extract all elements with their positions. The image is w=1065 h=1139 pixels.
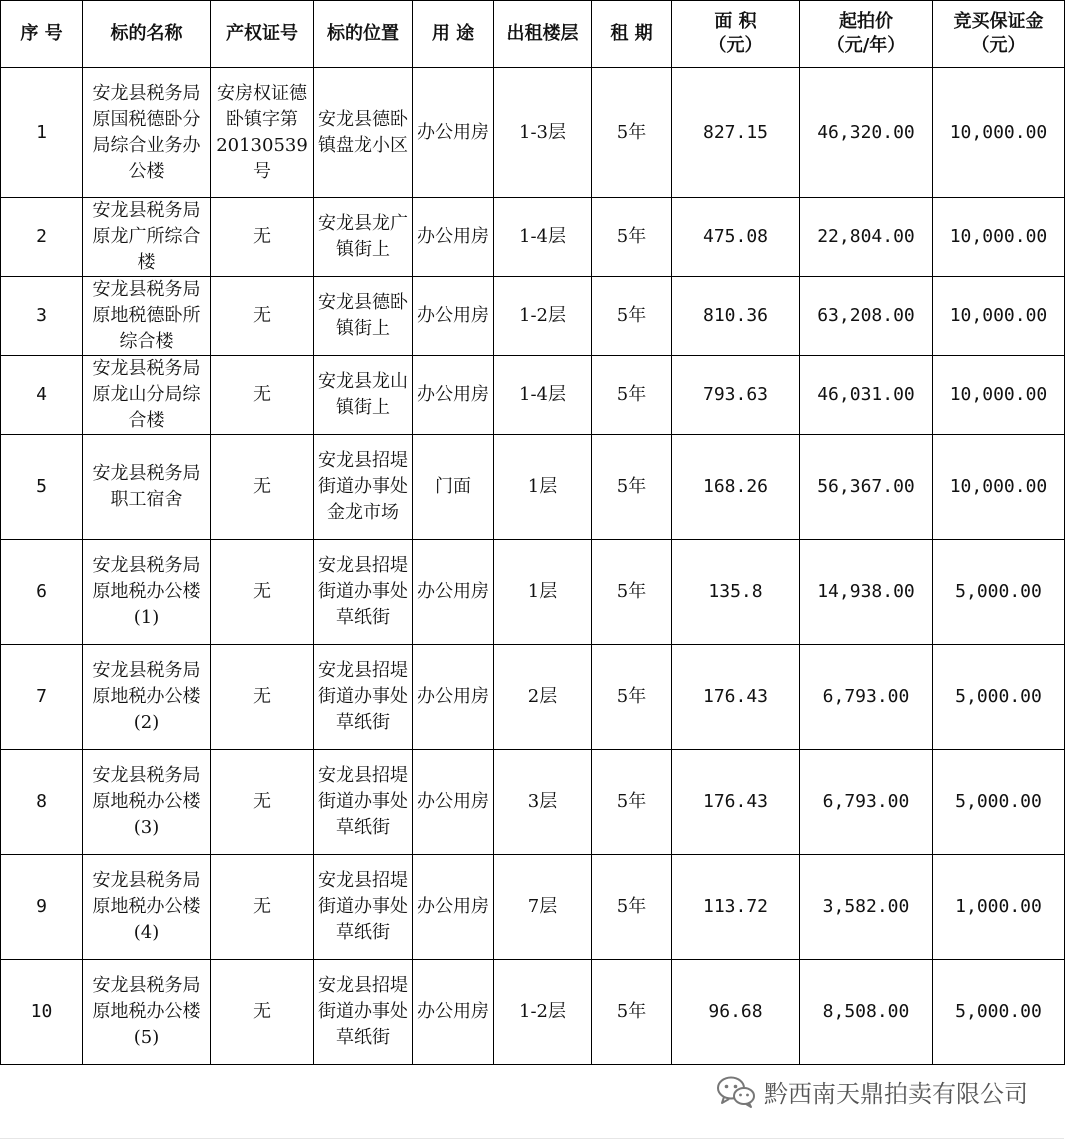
cell-deposit: 10,000.00 xyxy=(933,198,1065,277)
header-no-line: 序 号 xyxy=(20,23,63,44)
cell-use: 办公用房 xyxy=(413,277,494,356)
cell-no: 3 xyxy=(1,277,83,356)
cell-floor: 3层 xyxy=(494,750,592,855)
table-row xyxy=(1,540,1065,645)
cell-location: 安龙县招堤街道办事处草纸街 xyxy=(314,960,413,1065)
header-floor-line: 出租楼层 xyxy=(506,23,579,44)
header-price xyxy=(800,1,933,68)
cell-price: 6,793.00 xyxy=(800,645,933,750)
cell-deposit: 10,000.00 xyxy=(933,356,1065,435)
cell-floor: 1-2层 xyxy=(494,960,592,1065)
cell-use: 办公用房 xyxy=(413,68,494,198)
cell-location: 安龙县龙山镇街上 xyxy=(314,356,413,435)
header-deposit-line: （元） xyxy=(971,35,1026,56)
cell-name: 安龙县税务局原地税办公楼(1) xyxy=(83,540,211,645)
cell-term: 5年 xyxy=(592,960,672,1065)
cell-floor: 1层 xyxy=(494,435,592,540)
cell-cert: 无 xyxy=(211,750,314,855)
cell-deposit: 5,000.00 xyxy=(933,750,1065,855)
header-deposit xyxy=(933,1,1065,68)
cell-cert: 无 xyxy=(211,960,314,1065)
cell-cert: 无 xyxy=(211,198,314,277)
header-cert xyxy=(211,1,314,68)
header-term-line: 租 期 xyxy=(610,23,653,44)
header-area-line: （元） xyxy=(708,35,763,56)
cell-cert: 无 xyxy=(211,855,314,960)
table-row xyxy=(1,277,1065,356)
header-term xyxy=(592,1,672,68)
table-row xyxy=(1,960,1065,1065)
cell-location: 安龙县招堤街道办事处草纸街 xyxy=(314,645,413,750)
cell-name: 安龙县税务局原地税办公楼(4) xyxy=(83,855,211,960)
cell-no: 8 xyxy=(1,750,83,855)
cell-no: 2 xyxy=(1,198,83,277)
table-row xyxy=(1,68,1065,198)
cell-term: 5年 xyxy=(592,277,672,356)
cell-name: 安龙县税务局原龙山分局综合楼 xyxy=(83,356,211,435)
table-row xyxy=(1,855,1065,960)
cell-use: 办公用房 xyxy=(413,750,494,855)
cell-area: 827.15 xyxy=(672,68,800,198)
cell-location: 安龙县德卧镇街上 xyxy=(314,277,413,356)
wechat-icon xyxy=(716,1075,756,1109)
cell-area: 475.08 xyxy=(672,198,800,277)
cell-price: 46,320.00 xyxy=(800,68,933,198)
cell-term: 5年 xyxy=(592,750,672,855)
footer xyxy=(0,1066,1064,1139)
cell-no: 1 xyxy=(1,68,83,198)
cell-floor: 1-3层 xyxy=(494,68,592,198)
cell-price: 8,508.00 xyxy=(800,960,933,1065)
cell-floor: 1层 xyxy=(494,540,592,645)
cell-use: 办公用房 xyxy=(413,356,494,435)
cell-price: 56,367.00 xyxy=(800,435,933,540)
table-row xyxy=(1,356,1065,435)
cell-price: 63,208.00 xyxy=(800,277,933,356)
cell-use: 办公用房 xyxy=(413,645,494,750)
cell-location: 安龙县德卧镇盘龙小区 xyxy=(314,68,413,198)
cell-no: 9 xyxy=(1,855,83,960)
cell-name: 安龙县税务局原地税办公楼(5) xyxy=(83,960,211,1065)
brand-name: 黔西南天鼎拍卖有限公司 xyxy=(764,1080,1028,1108)
cell-price: 46,031.00 xyxy=(800,356,933,435)
table-row xyxy=(1,435,1065,540)
header-use-line: 用 途 xyxy=(431,23,475,44)
header-location xyxy=(314,1,413,68)
header-deposit-line: 竞买保证金 xyxy=(953,11,1044,32)
cell-price: 3,582.00 xyxy=(800,855,933,960)
header-use xyxy=(413,1,494,68)
table-row xyxy=(1,645,1065,750)
cell-area: 176.43 xyxy=(672,645,800,750)
cell-cert: 无 xyxy=(211,356,314,435)
cell-cert: 安房权证德卧镇字第20130539号 xyxy=(211,68,314,198)
cell-floor: 1-2层 xyxy=(494,277,592,356)
cell-location: 安龙县招堤街道办事处草纸街 xyxy=(314,750,413,855)
header-cert-line: 产权证号 xyxy=(226,23,298,44)
cell-term: 5年 xyxy=(592,198,672,277)
cell-floor: 7层 xyxy=(494,855,592,960)
cell-term: 5年 xyxy=(592,435,672,540)
header-floor xyxy=(494,1,592,68)
brand-watermark xyxy=(716,1074,1028,1109)
cell-name: 安龙县税务局原地税办公楼(2) xyxy=(83,645,211,750)
cell-no: 7 xyxy=(1,645,83,750)
header-location-line: 标的位置 xyxy=(327,23,399,44)
cell-term: 5年 xyxy=(592,540,672,645)
header-price-line: （元/年） xyxy=(826,35,906,56)
cell-location: 安龙县招堤街道办事处金龙市场 xyxy=(314,435,413,540)
cell-name: 安龙县税务局原地税办公楼(3) xyxy=(83,750,211,855)
cell-deposit: 5,000.00 xyxy=(933,645,1065,750)
cell-deposit: 5,000.00 xyxy=(933,540,1065,645)
cell-term: 5年 xyxy=(592,855,672,960)
table-row xyxy=(1,750,1065,855)
cell-area: 793.63 xyxy=(672,356,800,435)
cell-use: 办公用房 xyxy=(413,540,494,645)
table-body xyxy=(1,68,1065,1065)
cell-use: 办公用房 xyxy=(413,855,494,960)
cell-no: 5 xyxy=(1,435,83,540)
cell-term: 5年 xyxy=(592,68,672,198)
cell-term: 5年 xyxy=(592,645,672,750)
cell-name: 安龙县税务局原龙广所综合楼 xyxy=(83,198,211,277)
cell-deposit: 10,000.00 xyxy=(933,277,1065,356)
header-area-line: 面 积 xyxy=(714,11,757,32)
cell-location: 安龙县招堤街道办事处草纸街 xyxy=(314,855,413,960)
cell-price: 6,793.00 xyxy=(800,750,933,855)
cell-deposit: 10,000.00 xyxy=(933,435,1065,540)
cell-name: 安龙县税务局职工宿舍 xyxy=(83,435,211,540)
table-header-row xyxy=(1,1,1065,68)
cell-location: 安龙县招堤街道办事处草纸街 xyxy=(314,540,413,645)
header-no xyxy=(1,1,83,68)
cell-use: 办公用房 xyxy=(413,960,494,1065)
cell-area: 810.36 xyxy=(672,277,800,356)
cell-price: 22,804.00 xyxy=(800,198,933,277)
cell-no: 10 xyxy=(1,960,83,1065)
header-area xyxy=(672,1,800,68)
cell-cert: 无 xyxy=(211,435,314,540)
table-row xyxy=(1,198,1065,277)
cell-deposit: 10,000.00 xyxy=(933,68,1065,198)
cell-use: 办公用房 xyxy=(413,198,494,277)
cell-floor: 2层 xyxy=(494,645,592,750)
cell-term: 5年 xyxy=(592,356,672,435)
cell-deposit: 5,000.00 xyxy=(933,960,1065,1065)
header-price-line: 起拍价 xyxy=(839,11,893,32)
cell-no: 4 xyxy=(1,356,83,435)
cell-area: 168.26 xyxy=(672,435,800,540)
cell-area: 135.8 xyxy=(672,540,800,645)
cell-deposit: 1,000.00 xyxy=(933,855,1065,960)
cell-cert: 无 xyxy=(211,277,314,356)
cell-floor: 1-4层 xyxy=(494,356,592,435)
cell-location: 安龙县龙广镇街上 xyxy=(314,198,413,277)
cell-area: 96.68 xyxy=(672,960,800,1065)
cell-floor: 1-4层 xyxy=(494,198,592,277)
cell-name: 安龙县税务局原地税德卧所综合楼 xyxy=(83,277,211,356)
cell-name: 安龙县税务局原国税德卧分局综合业务办公楼 xyxy=(83,68,211,198)
cell-area: 113.72 xyxy=(672,855,800,960)
cell-use: 门面 xyxy=(413,435,494,540)
cell-cert: 无 xyxy=(211,645,314,750)
header-name-line: 标的名称 xyxy=(110,23,183,44)
header-name xyxy=(83,1,211,68)
cell-area: 176.43 xyxy=(672,750,800,855)
cell-no: 6 xyxy=(1,540,83,645)
cell-price: 14,938.00 xyxy=(800,540,933,645)
cell-cert: 无 xyxy=(211,540,314,645)
